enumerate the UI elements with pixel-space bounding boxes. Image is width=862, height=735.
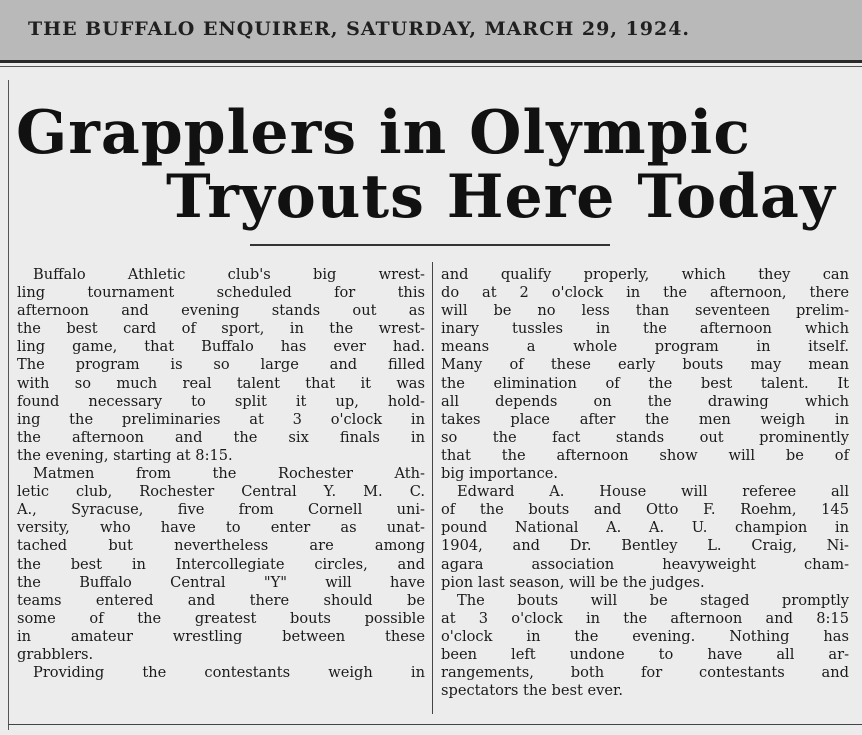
article-line: agara association heavyweight cham- bbox=[441, 555, 849, 573]
article-line: inary tussles in the afternoon which bbox=[441, 320, 849, 338]
article-line: Providing the contestants weigh in bbox=[33, 664, 425, 682]
article-line: all depends on the drawing which bbox=[441, 392, 849, 410]
headline-line-1: Grapplers in Olympic bbox=[16, 98, 751, 168]
article-line: Many of these early bouts may mean bbox=[441, 356, 849, 374]
bottom-rule bbox=[8, 724, 862, 725]
article-line: the evening, starting at 8:15. bbox=[17, 446, 233, 464]
article-line: Edward A. House will referee all bbox=[457, 483, 849, 501]
headline-line-2: Tryouts Here Today bbox=[166, 162, 836, 232]
article-line: 1904, and Dr. Bentley L. Craig, Ni- bbox=[441, 537, 849, 555]
article-line: in amateur wrestling between these bbox=[17, 627, 425, 645]
article-line: the afternoon and the six finals in bbox=[17, 428, 425, 446]
article-line: at 3 o'clock in the afternoon and 8:15 bbox=[441, 609, 849, 627]
article-line: tached but nevertheless are among bbox=[17, 537, 425, 555]
article-line: Buffalo Athletic club's big wrest- bbox=[33, 266, 425, 283]
masthead-rule-thin bbox=[0, 66, 862, 67]
article-line: Matmen from the Rochester Ath- bbox=[33, 465, 425, 483]
article-line: ling tournament scheduled for this bbox=[17, 284, 425, 302]
article-line: The bouts will be staged promptly bbox=[457, 591, 849, 609]
article-line: big importance. bbox=[441, 465, 559, 483]
article-line: the Buffalo Central "Y" will have bbox=[17, 573, 425, 591]
article-line: do at 2 o'clock in the afternoon, there bbox=[441, 284, 849, 302]
article-line: letic club, Rochester Central Y. M. C. bbox=[17, 483, 425, 501]
article-line: spectators the best ever. bbox=[441, 682, 624, 700]
left-border-rule bbox=[8, 80, 9, 730]
article-line: will be no less than seventeen prelim- bbox=[441, 302, 849, 320]
article-line: with so much real talent that it was bbox=[17, 374, 425, 392]
article-line: the best in Intercollegiate circles, and bbox=[17, 555, 425, 573]
article-column-right bbox=[441, 266, 849, 700]
article-line: rangements, both for contestants and bbox=[441, 664, 849, 682]
article-line: and qualify properly, which they can bbox=[441, 266, 849, 283]
headline-rule bbox=[250, 244, 610, 246]
article-line: pound National A. A. U. champion in bbox=[441, 519, 849, 537]
article-line: takes place after the men weigh in bbox=[441, 410, 849, 428]
article-line: that the afternoon show will be of bbox=[441, 446, 849, 464]
article-line: of the bouts and Otto F. Roehm, 145 bbox=[441, 501, 849, 519]
article-line: the best card of sport, in the wrest- bbox=[17, 320, 425, 338]
article-line: afternoon and evening stands out as bbox=[17, 302, 425, 320]
article-line: teams entered and there should be bbox=[17, 591, 425, 609]
article-line: grabblers. bbox=[17, 645, 94, 663]
article-line: found necessary to split it up, hold- bbox=[17, 392, 425, 410]
article-line: some of the greatest bouts possible bbox=[17, 609, 425, 627]
masthead-banner bbox=[0, 0, 862, 60]
masthead-rule bbox=[0, 60, 862, 63]
article-line: ling game, that Buffalo has ever had. bbox=[17, 338, 425, 356]
masthead-title: THE BUFFALO ENQUIRER, SATURDAY, MARCH 29, 1924. bbox=[28, 18, 691, 40]
article-line: A., Syracuse, five from Cornell uni- bbox=[17, 501, 425, 519]
article-column-left bbox=[17, 266, 425, 682]
article-line: so the fact stands out prominently bbox=[441, 428, 849, 446]
article-line: versity, who have to enter as unat- bbox=[17, 519, 425, 537]
article-line: pion last season, will be the judges. bbox=[441, 573, 705, 591]
article-line: been left undone to have all ar- bbox=[441, 645, 849, 663]
article-line: The program is so large and filled bbox=[17, 356, 425, 374]
article-line: o'clock in the evening. Nothing has bbox=[441, 627, 849, 645]
article-line: means a whole program in itself. bbox=[441, 338, 849, 356]
article-line: the elimination of the best talent. It bbox=[441, 374, 849, 392]
article-line: ing the preliminaries at 3 o'clock in bbox=[17, 410, 425, 428]
column-divider bbox=[432, 262, 433, 714]
